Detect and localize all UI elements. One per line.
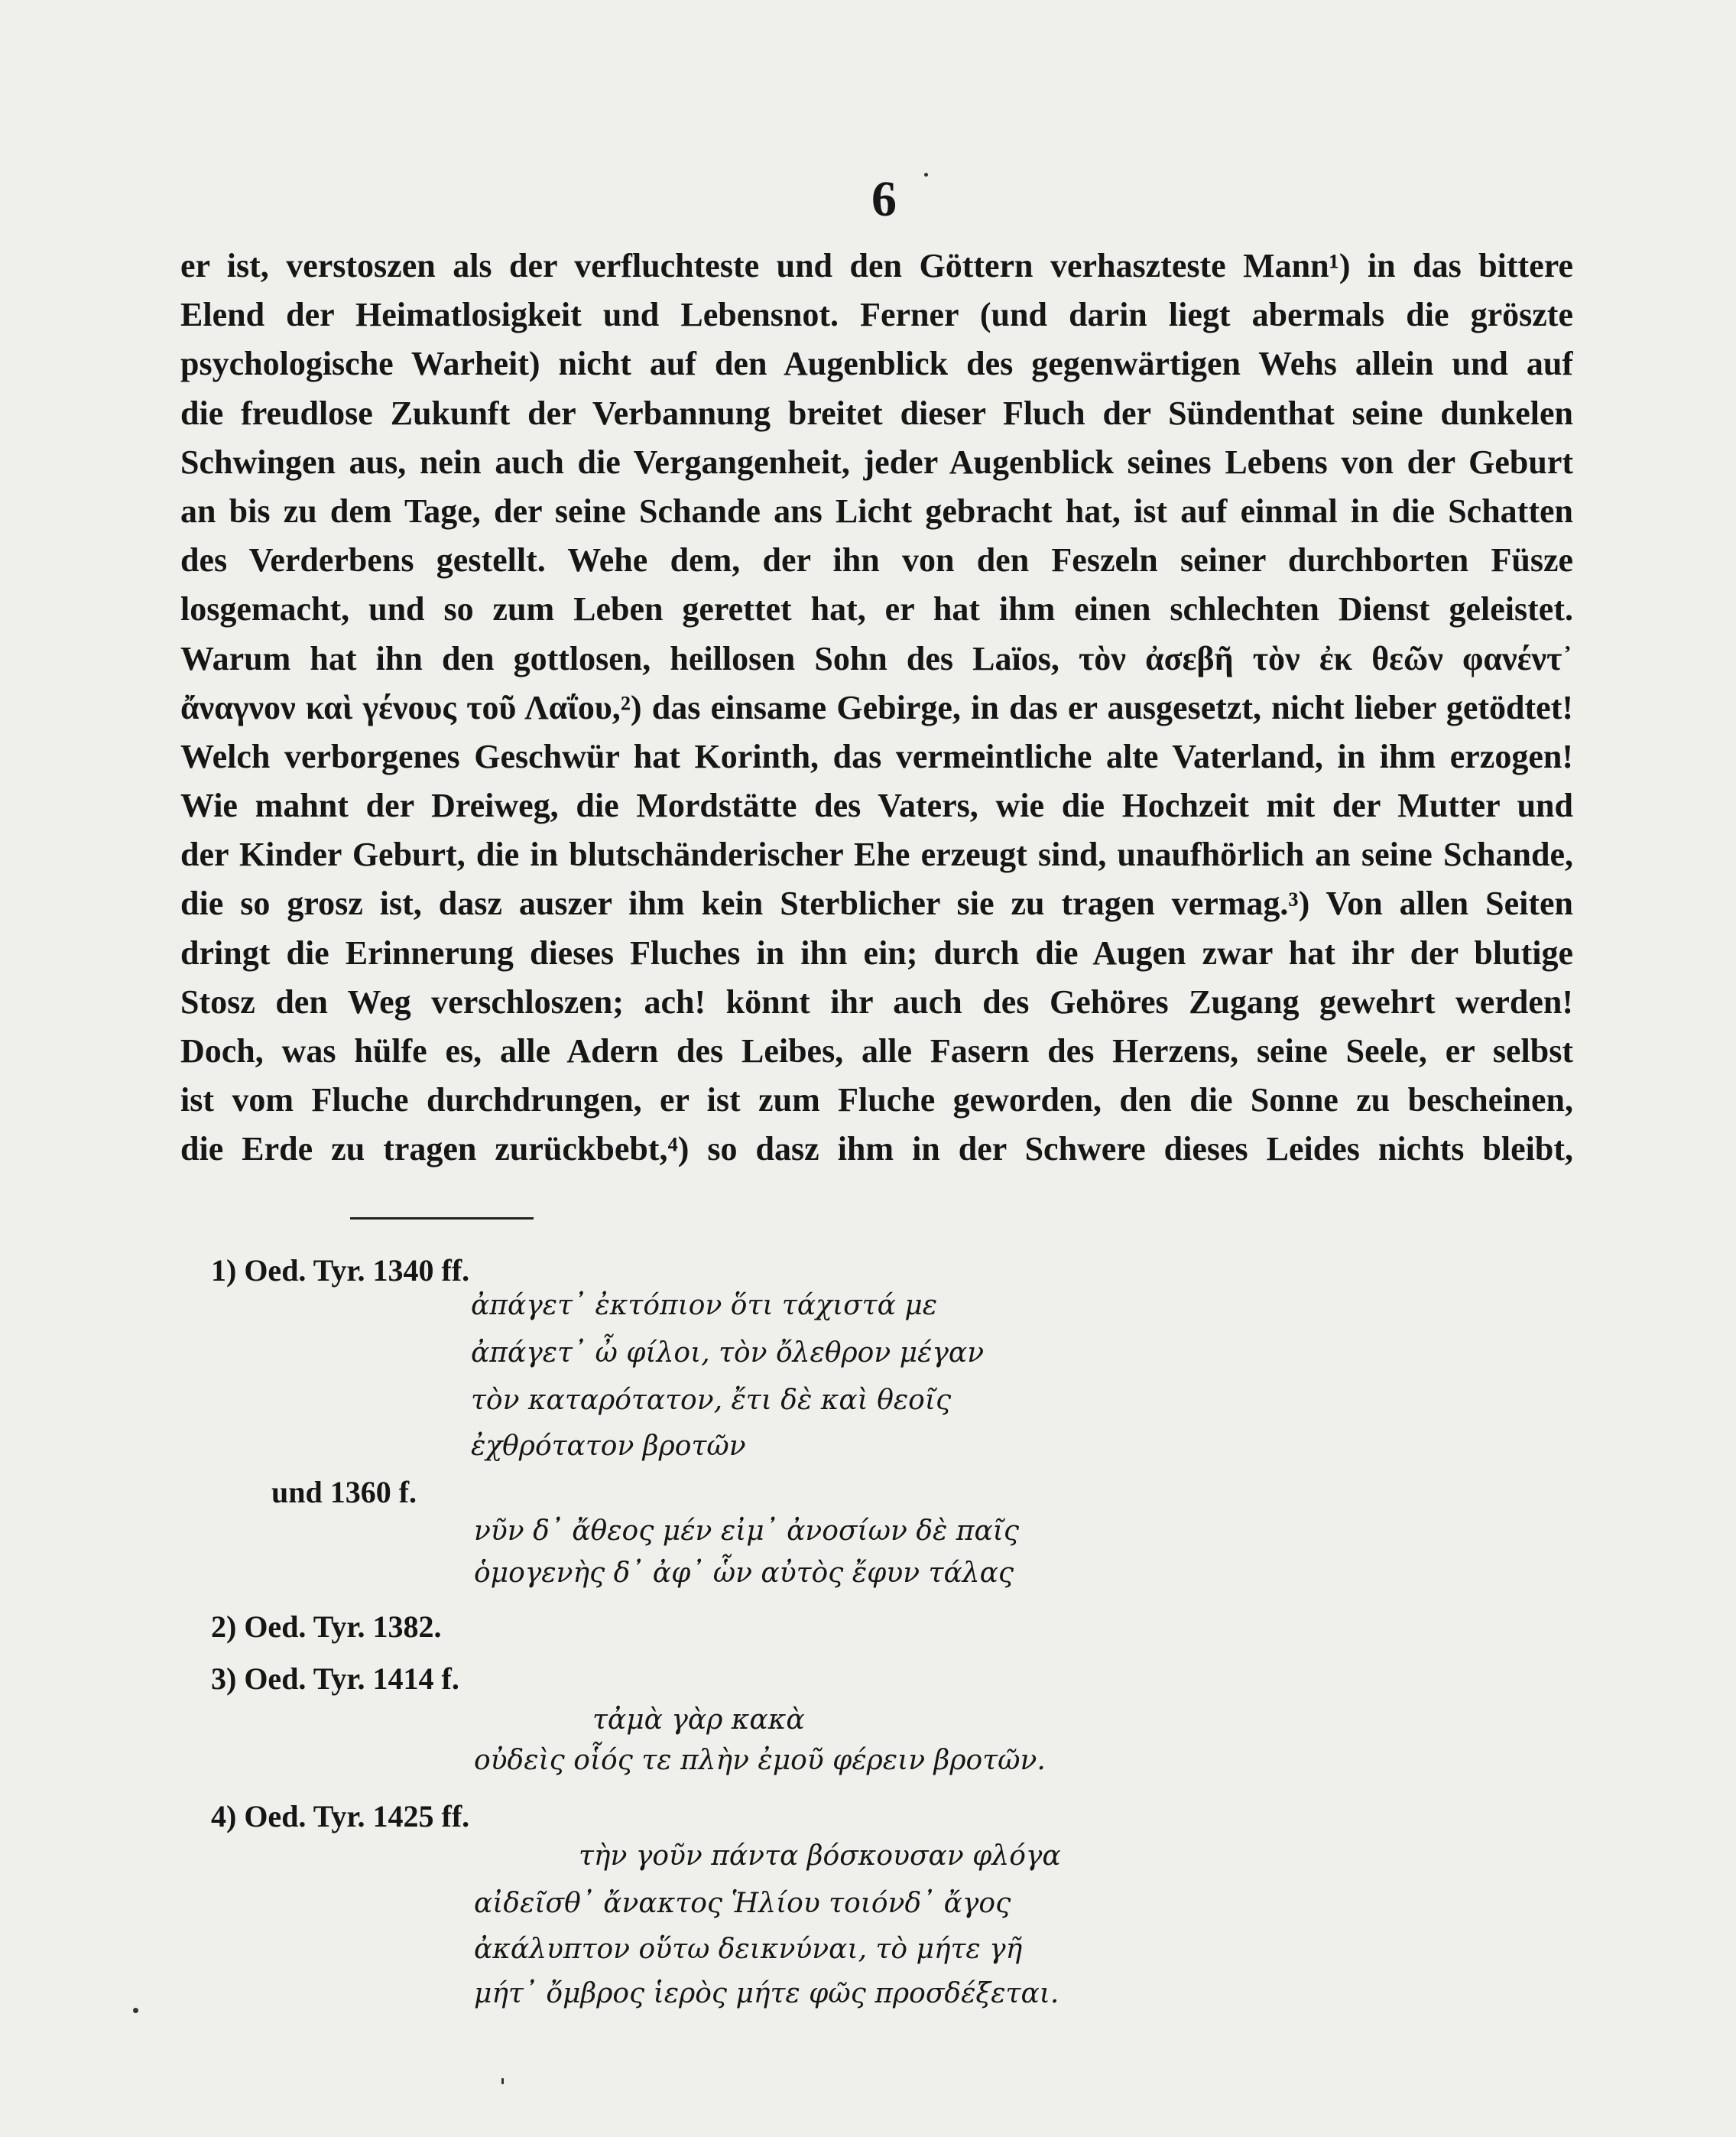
ink-speck	[924, 173, 928, 177]
body-line: ἄναγνον καὶ γένους τοῦ Λαΐου,²) das einsame Gebirge, in das er ausgesetzt, nicht lieber getödtet!	[180, 688, 1573, 726]
body-line: dringt die Erinnerung dieses Fluches in ihn ein; durch die Augen zwar hat ihr der blutige	[180, 934, 1573, 972]
body-text	[180, 242, 1573, 1174]
footnote-4-quote-line: τὴν γοῦν πάντα βόσκουσαν φλόγα	[579, 1840, 1061, 1872]
body-line: der Kinder Geburt, die in blutschänderischer Ehe erzeugt sind, unaufhörlich an seine Schande,	[180, 836, 1573, 874]
footnote-1-quote-line: ἀπάγετ᾽ ἐκτόπιον ὅτι τάχιστά με	[471, 1290, 938, 1321]
footnote-4-quote-line: αἰδεῖσθ᾽ ἄνακτος Ἡλίου τοιόνδ᾽ ἄγος	[474, 1888, 1011, 1919]
footnote-1-sublabel: und 1360 f.	[271, 1475, 417, 1509]
footnote-4-quote-line: μήτ᾽ ὄμβρος ἱερὸς μήτε φῶς προσδέξεται.	[474, 1978, 1059, 2009]
body-line: Wie mahnt der Dreiweg, die Mordstätte des Vaters, wie die Hochzeit mit der Mutter und	[180, 787, 1573, 825]
footnote-1-quote-line: ὁμογενὴς δ᾽ ἀφ᾽ ὧν αὐτὸς ἔφυν τάλας	[474, 1557, 1014, 1589]
footnote-3-quote-line: οὐδεὶς οἷός τε πλὴν ἐμοῦ φέρειν βροτῶν.	[474, 1745, 1046, 1776]
ink-speck	[501, 2078, 504, 2084]
footnote-3-quote-line: τἀμὰ γὰρ κακὰ	[592, 1704, 805, 1736]
body-line: Doch, was hülfe es, alle Adern des Leibes, alle Fasern des Herzens, seine Seele, er selbst	[180, 1032, 1573, 1070]
footnote-4-label: 4) Oed. Tyr. 1425 ff.	[211, 1799, 470, 1833]
footnote-1-label: 1) Oed. Tyr. 1340 ff.	[211, 1253, 470, 1288]
body-line: losgemacht, und so zum Leben gerettet hat, er hat ihm einen schlechten Dienst geleistet.	[180, 590, 1573, 628]
page-number: 6	[871, 171, 897, 227]
body-line: Welch verborgenes Geschwür hat Korinth, das vermeintliche alte Vaterland, in ihm erzogen!	[180, 737, 1573, 775]
body-line: ist vom Fluche durchdrungen, er ist zum Fluche geworden, den die Sonne zu bescheinen,	[180, 1081, 1573, 1119]
footnote-2-label: 2) Oed. Tyr. 1382.	[211, 1609, 442, 1644]
footnote-separator	[350, 1217, 534, 1220]
footnote-1-quote-line: νῦν δ᾽ ἄθεος μέν εἰμ᾽ ἀνοσίων δὲ παῖς	[474, 1515, 1020, 1547]
footnote-1-quote-line: ἀπάγετ᾽ ὦ φίλοι, τὸν ὄλεθρον μέγαν	[471, 1337, 985, 1369]
footnote-4-quote-line: ἀκάλυπτον οὕτω δεικνύναι, τὸ μήτε γῆ	[474, 1934, 1023, 1965]
body-line: Schwingen aus, nein auch die Vergangenheit, jeder Augenblick seines Lebens von der Geburt	[180, 443, 1573, 481]
body-line: die so grosz ist, dasz auszer ihm kein Sterblicher sie zu tragen vermag.³) Von allen Seiten	[180, 885, 1573, 923]
body-line: Warum hat ihn den gottlosen, heillosen Sohn des Laïos, τὸν ἀσεβῆ τὸν ἐκ θεῶν φανέντ᾽	[180, 639, 1573, 677]
footnote-1-quote-line: τὸν καταρότατον, ἔτι δὲ καὶ θεοῖς	[471, 1385, 952, 1416]
footnote-3-label: 3) Oed. Tyr. 1414 f.	[211, 1661, 459, 1696]
body-line: die Erde zu tragen zurückbebt,⁴) so dasz ihm in der Schwere dieses Leides nichts bleibt,	[180, 1130, 1573, 1168]
body-line: die freudlose Zukunft der Verbannung breitet dieser Fluch der Sündenthat seine dunkelen	[180, 394, 1573, 432]
body-line: des Verderbens gestellt. Wehe dem, der ihn von den Feszeln seiner durchborten Füsze	[180, 541, 1573, 580]
body-line: er ist, verstoszen als der verfluchteste und den Göttern verhaszteste Mann¹) in das bittere	[180, 247, 1573, 284]
body-line: psychologische Warheit) nicht auf den Augenblick des gegenwärtigen Wehs allein und auf	[180, 345, 1573, 383]
body-line: an bis zu dem Tage, der seine Schande ans Licht gebracht hat, ist auf einmal in die Schatten	[180, 492, 1573, 530]
body-line: Stosz den Weg verschloszen; ach! könnt ihr auch des Gehöres Zugang gewehrt werden!	[180, 982, 1573, 1021]
ink-speck	[133, 2008, 138, 2013]
footnote-1-quote-line: ἐχθρότατον βροτῶν	[471, 1431, 746, 1462]
body-line: Elend der Heimatlosigkeit und Lebensnot. Ferner (und darin liegt abermals die gröszte	[180, 296, 1573, 334]
